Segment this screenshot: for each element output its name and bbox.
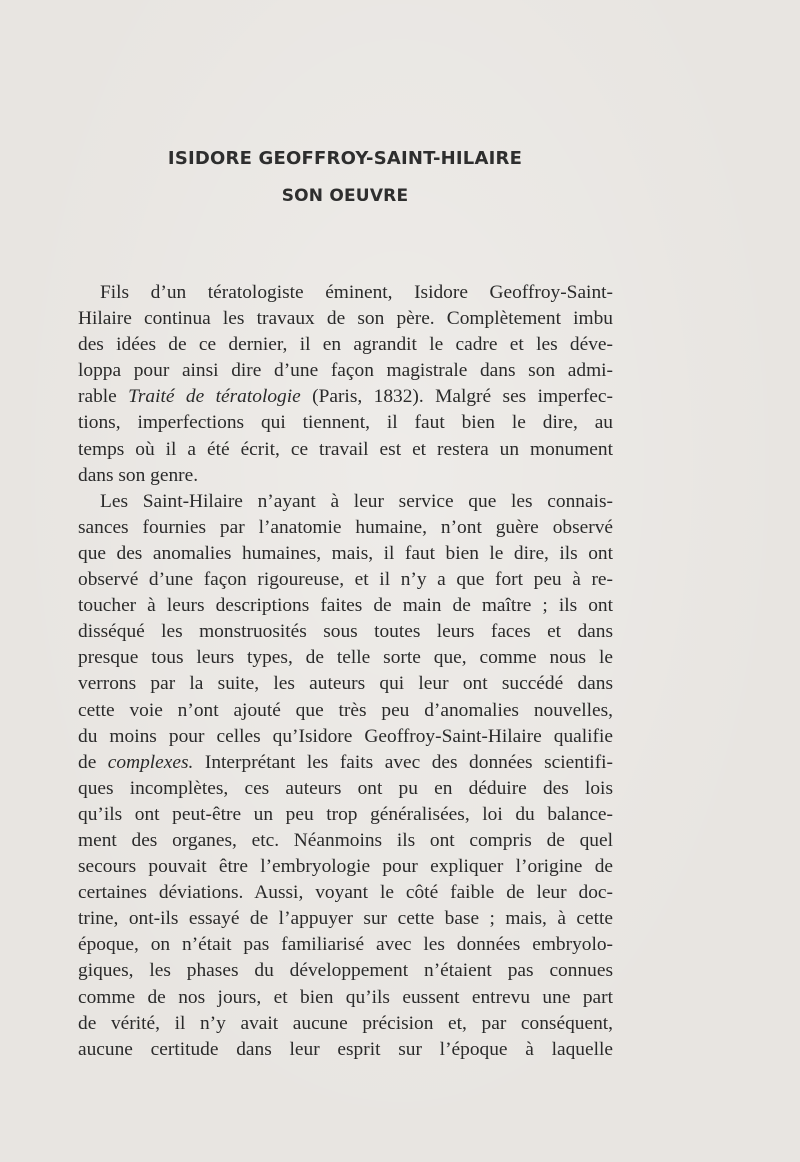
page-subtitle: SON OEUVRE: [281, 186, 409, 206]
text-line: verrons par la suite, les auteurs qui leur ont succédé dans: [78, 673, 613, 695]
text-line: temps où il a été écrit, ce travail est et restera un monument: [78, 438, 613, 460]
text-segment: rable: [78, 386, 129, 408]
text-line: époque, on n’était pas familiarisé avec les données embryolo-: [78, 934, 613, 956]
italic-book-title: Traité de tératologie: [128, 386, 301, 408]
text-segment: (Paris, 1832). Malgré ses imperfec-: [300, 386, 613, 408]
text-line: certaines déviations. Aussi, voyant le côté faible de leur doc-: [78, 882, 613, 904]
text-line: ment des organes, etc. Néanmoins ils ont compris de quel: [78, 829, 613, 851]
text-line: comme de nos jours, et bien qu’ils eussent entrevu une part: [78, 986, 613, 1008]
text-line: secours pouvait être l’embryologie pour expliquer l’origine de: [78, 856, 613, 878]
text-line: des idées de ce dernier, il en agrandit le cadre et les déve-: [78, 334, 613, 356]
text-line: trine, ont-ils essayé de l’appuyer sur cette base ; mais, à cette: [78, 908, 613, 930]
paragraph-1: [78, 280, 613, 489]
text-line: tions, imperfections qui tiennent, il faut bien le dire, au: [78, 412, 613, 434]
text-line-with-italic: [78, 384, 613, 410]
text-line: que des anomalies humaines, mais, il faut bien le dire, ils ont: [78, 542, 613, 564]
italic-term: complexes.: [107, 751, 194, 773]
body-text: [78, 280, 613, 1063]
page-title: ISIDORE GEOFFROY-SAINT-HILAIRE: [167, 148, 523, 169]
text-segment: de: [78, 751, 108, 773]
text-line: cette voie n’ont ajouté que très peu d’anomalies nouvelles,: [78, 699, 613, 721]
text-line: Hilaire continua les travaux de son père. Complètement imbu: [78, 308, 613, 330]
text-line: Les Saint-Hilaire n’ayant à leur service que les connais-: [100, 490, 613, 512]
text-line: loppa pour ainsi dire d’une façon magistrale dans son admi-: [78, 360, 613, 382]
text-line: observé d’une façon rigoureuse, et il n’y a que fort peu à re-: [78, 569, 613, 591]
paragraph-2: [78, 489, 613, 1063]
text-line-with-italic: [78, 750, 613, 776]
text-segment: Interprétant les faits avec des données scientifi-: [193, 751, 613, 773]
text-line: qu’ils ont peut-être un peu trop généralisées, loi du balance-: [78, 803, 613, 825]
text-line: dans son genre.: [78, 464, 199, 486]
text-line: ques incomplètes, ces auteurs ont pu en déduire des lois: [78, 777, 613, 799]
text-line: du moins pour celles qu’Isidore Geoffroy-Saint-Hilaire qualifie: [78, 725, 613, 747]
text-line: de vérité, il n’y avait aucune précision et, par conséquent,: [78, 1012, 613, 1034]
text-line: Fils d’un tératologiste éminent, Isidore Geoffroy-Saint-: [100, 282, 613, 303]
text-line: presque tous leurs types, de telle sorte que, comme nous le: [78, 647, 613, 669]
text-line: toucher à leurs descriptions faites de main de maître ; ils ont: [78, 595, 613, 617]
text-line: disséqué les monstruosités sous toutes leurs faces et dans: [78, 621, 613, 643]
text-line: sances fournies par l’anatomie humaine, n’ont guère observé: [78, 516, 613, 538]
text-line: aucune certitude dans leur esprit sur l’époque à laquelle: [78, 1038, 613, 1060]
text-line: giques, les phases du développement n’étaient pas connues: [78, 960, 613, 982]
